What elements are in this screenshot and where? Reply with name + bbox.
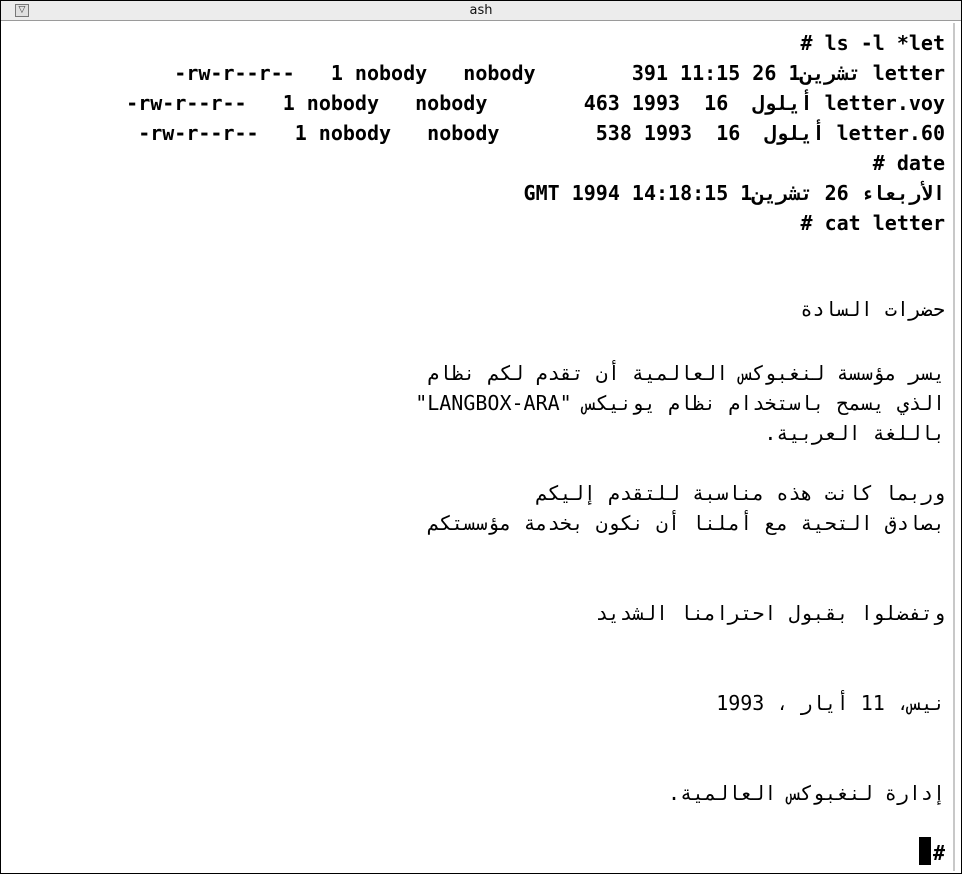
terminal-line: الأربعاء 26 تشرين1 14:18:15 GMT 1994 [523,181,945,205]
terminal-line: نيس، 11 أيار ، 1993 [716,691,945,715]
terminal-line: حضرات السادة [800,297,945,321]
terminal-line: # cat letter [800,211,945,235]
terminal-line: -rw-r--r-- 1 nobody nobody 391 تشرين1 26 11:15 letter [174,61,945,85]
terminal-line: # date [872,151,945,175]
terminal-output[interactable] [5,23,955,871]
terminal-line: -rw-r--r-- 1 nobody nobody 538 أيلول 16 1993 letter.60 [138,121,945,145]
terminal-line: وتفضلوا بقبول احترامنا الشديد [595,601,945,625]
title-bar[interactable] [1,1,961,21]
terminal-line: -rw-r--r-- 1 nobody nobody 463 أيلول 16 1993 letter.voy [126,91,945,115]
window-menu-icon[interactable]: ▽ [15,4,29,17]
terminal-prompt: # [932,841,945,865]
terminal-line: إدارة لنغبوكس العالمية. [668,781,945,805]
terminal-line: # ls -l *let [800,31,945,55]
terminal-line: بصادق التحية مع أملنا أن نكون بخدمة مؤسستكم [427,511,945,535]
terminal-line: باللغة العربية. [764,421,945,445]
terminal-line: يسر مؤسسة لنغبوكس العالمية أن تقدم لكم نظام [427,361,945,385]
terminal-line: "LANGBOX-ARA" الذي يسمح باستخدام نظام يونيكس [415,391,945,415]
terminal-line: وربما كانت هذه مناسبة للتقدم إليكم [535,481,945,505]
text-cursor [919,837,931,865]
window-title: ash [469,3,493,18]
